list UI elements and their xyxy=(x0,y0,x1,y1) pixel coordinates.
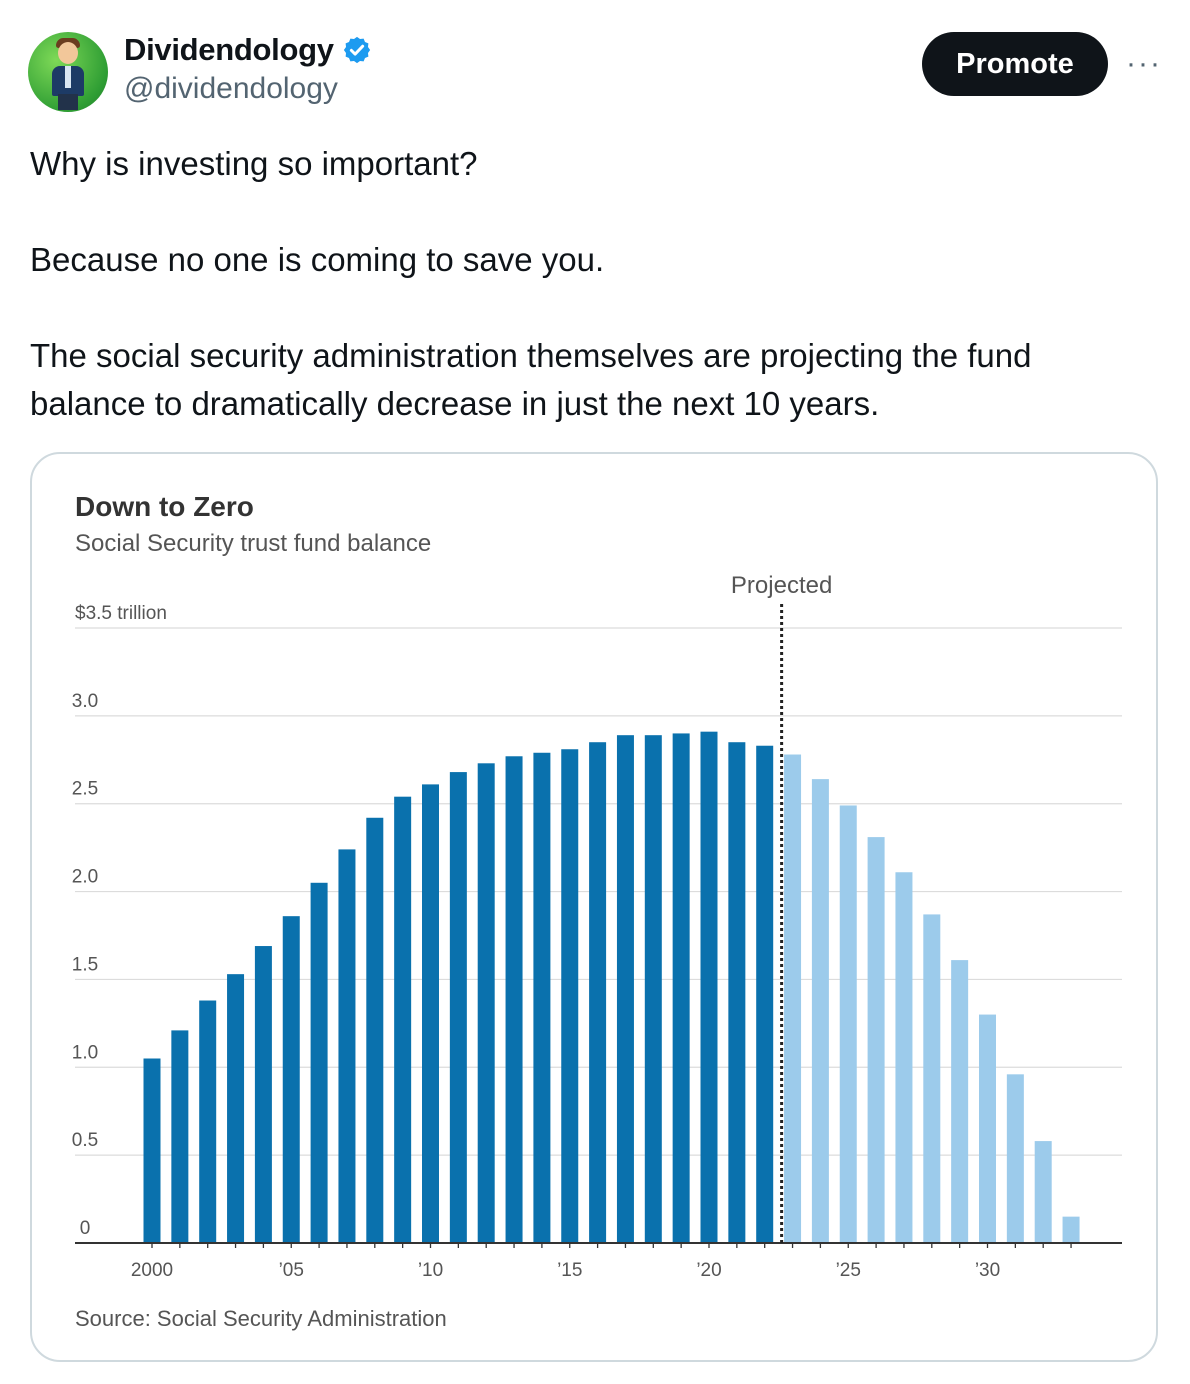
avatar[interactable] xyxy=(28,32,108,112)
tweet-paragraph: Because no one is coming to save you. xyxy=(30,241,605,278)
chart-subtitle: Social Security trust fund balance xyxy=(75,530,432,557)
bar-2010 xyxy=(422,784,439,1243)
bar-2009 xyxy=(394,797,411,1243)
x-tick-label: ’05 xyxy=(278,1260,304,1281)
bar-2018 xyxy=(645,735,662,1243)
bar-2019 xyxy=(673,733,690,1243)
bar-2029 xyxy=(951,960,968,1243)
tweet-media-chart[interactable] xyxy=(30,452,1158,1362)
bar-2011 xyxy=(450,772,467,1243)
y-tick-label: 0 xyxy=(79,1218,91,1239)
bar-2023 xyxy=(784,755,801,1243)
y-tick-label: 2.5 xyxy=(71,778,99,800)
y-tick-label: $3.5 trillion xyxy=(75,603,167,624)
chart-x-axis xyxy=(75,1243,1122,1281)
x-tick-label: ’15 xyxy=(557,1260,583,1281)
bar-2033 xyxy=(1063,1217,1080,1243)
bar-2026 xyxy=(868,837,885,1243)
y-tick-label: 1.0 xyxy=(71,1042,99,1064)
x-tick-label: ’30 xyxy=(974,1260,1001,1281)
bar-2022 xyxy=(756,746,773,1243)
x-tick-label: 2000 xyxy=(130,1260,174,1281)
bar-2028 xyxy=(923,914,940,1243)
bar-2008 xyxy=(366,818,383,1243)
bar-2017 xyxy=(617,735,634,1243)
bar-2030 xyxy=(979,1015,996,1243)
bar-2007 xyxy=(338,849,355,1243)
bar-2024 xyxy=(812,779,829,1243)
bar-2001 xyxy=(171,1030,188,1243)
y-tick-label: 1.5 xyxy=(71,954,99,976)
bar-2005 xyxy=(283,916,300,1243)
verified-badge-icon xyxy=(342,35,372,65)
bar-2000 xyxy=(144,1059,161,1244)
author-handle[interactable]: @dividendology xyxy=(124,72,338,105)
chart-title: Down to Zero xyxy=(75,491,254,522)
bar-2004 xyxy=(255,946,272,1243)
bar-chart xyxy=(32,454,1158,1362)
avatar-face xyxy=(58,42,78,64)
bar-2020 xyxy=(701,732,718,1243)
bar-2013 xyxy=(506,756,523,1243)
avatar-legs xyxy=(58,94,78,110)
x-tick-label: ’20 xyxy=(696,1260,722,1281)
author-display-name[interactable]: Dividendology xyxy=(124,32,334,67)
bar-2006 xyxy=(311,883,328,1243)
more-options-icon[interactable]: ··· xyxy=(1126,47,1162,80)
bar-2031 xyxy=(1007,1074,1024,1243)
bar-2025 xyxy=(840,805,857,1243)
avatar-tie xyxy=(65,66,71,88)
bar-2012 xyxy=(478,763,495,1243)
author-name-row xyxy=(124,30,372,70)
y-tick-label: 3.0 xyxy=(71,690,99,712)
bar-2027 xyxy=(895,872,912,1243)
bar-2003 xyxy=(227,974,244,1243)
x-tick-label: ’10 xyxy=(417,1260,444,1281)
bar-2014 xyxy=(533,753,550,1243)
tweet-text xyxy=(30,140,1150,428)
tweet-paragraph: Why is investing so important? xyxy=(30,145,478,182)
bar-2032 xyxy=(1035,1141,1052,1243)
projected-label: Projected xyxy=(730,572,833,599)
tweet-paragraph: The social security administration themselves are projecting the fund balance to dramatically decrease in just the next 10 years. xyxy=(30,337,1032,422)
x-tick-label: ’25 xyxy=(835,1260,861,1281)
bar-2021 xyxy=(728,742,745,1243)
bar-2016 xyxy=(589,742,606,1243)
chart-bars xyxy=(144,732,1080,1243)
y-tick-label: 2.0 xyxy=(71,866,99,888)
y-tick-label: 0.5 xyxy=(71,1130,99,1152)
bar-2002 xyxy=(199,1001,216,1243)
bar-2015 xyxy=(561,749,578,1243)
promote-button[interactable]: Promote xyxy=(922,32,1108,96)
chart-source: Source: Social Security Administration xyxy=(75,1306,447,1331)
